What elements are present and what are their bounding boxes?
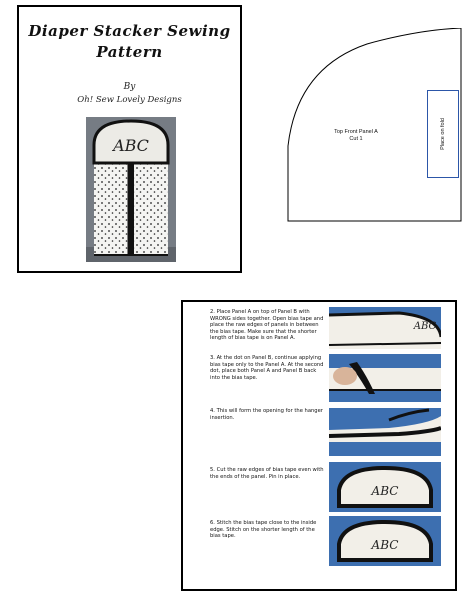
step-4-photo bbox=[329, 408, 441, 456]
pattern-label bbox=[327, 129, 385, 143]
step-2-photo bbox=[329, 307, 441, 349]
step-4-illustration bbox=[329, 408, 441, 456]
step-6-monogram: ABC bbox=[371, 538, 399, 552]
pattern-piece-panel-a bbox=[287, 28, 462, 223]
step-3-photo bbox=[329, 354, 441, 402]
step-5-text: 5. Cut the raw edges of bias tape even with the ends of the panel. Pin in place. bbox=[210, 467, 324, 480]
cover-title-line2: Pattern bbox=[96, 43, 163, 61]
step-5-illustration bbox=[329, 462, 441, 512]
diaper-stacker-photo bbox=[86, 117, 176, 262]
step-4-text: 4. This will form the opening for the hanger insertion. bbox=[210, 408, 323, 421]
diaper-stacker-illustration bbox=[86, 117, 176, 262]
step-5-monogram: ABC bbox=[371, 484, 399, 498]
instruction-sheet bbox=[181, 300, 457, 591]
step-2-illustration bbox=[329, 307, 441, 349]
place-on-fold-marker bbox=[427, 90, 459, 178]
step-6-photo bbox=[329, 516, 441, 566]
step-6-text: 6. Stitch the bias tape close to the inside edge. Stitch on the shorter length of the bias tape. bbox=[210, 520, 317, 540]
fold-label: Place on fold bbox=[440, 118, 446, 150]
cover-brand-name: Oh! Sew Lovely Designs bbox=[77, 95, 182, 105]
cover-page bbox=[17, 5, 242, 273]
cover-monogram: ABC bbox=[113, 136, 149, 155]
cover-title-line1: Diaper Stacker Sewing bbox=[28, 22, 231, 40]
step-2-text: 2. Place Panel A on top of Panel B with WRONG sides together. Open bias tape and place the raw edges of panels in between the bias tape. Make sure that the shorter length of bias tape is on Panel A. bbox=[210, 309, 324, 342]
pattern-label-line1: Top Front Panel A bbox=[334, 129, 378, 135]
cover-by-text: By bbox=[123, 82, 136, 92]
step-6-illustration bbox=[329, 516, 441, 566]
cover-title bbox=[19, 21, 240, 63]
pattern-label-line2: Cut 1 bbox=[349, 136, 363, 142]
step-2-monogram: ABC bbox=[413, 321, 437, 332]
step-5-photo bbox=[329, 462, 441, 512]
step-3-text: 3. At the dot on Panel B, continue applying bias tape only to the Panel A. At the second dot, place both Panel A and Panel B back into the bias tape. bbox=[210, 355, 324, 381]
step-3-illustration bbox=[329, 354, 441, 402]
